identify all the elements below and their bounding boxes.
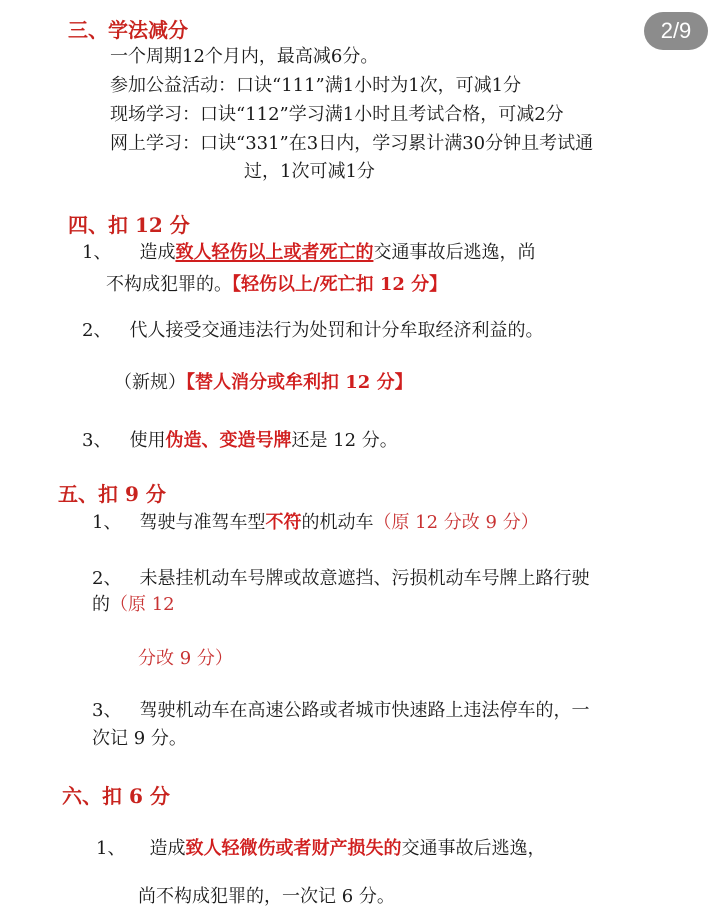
s4-item-2-text: 代人接受交通违法行为处罚和计分牟取经济利益的。 — [129, 320, 544, 341]
s5-item-1-text-c: 的机动车 — [301, 512, 374, 533]
s5-item-2-text-b: 的 — [92, 594, 110, 615]
s3-line-1: 一个周期12个月内，最高减6分。 — [110, 46, 379, 67]
page-indicator-badge: 2/9 — [644, 12, 708, 50]
s4-item-3 — [82, 426, 398, 452]
s5-item-2-line-2 — [92, 590, 175, 616]
s4-item-1-number: 1、 — [82, 242, 112, 263]
s5-item-2-line-1 — [92, 564, 589, 590]
s6-item-1-line-2: 尚不构成犯罪的，一次记 6 分。 — [138, 886, 395, 907]
s6-item-1-highlight: 致人轻微伤或者财产损失的 — [185, 838, 402, 859]
s5-item-3-number: 3、 — [92, 700, 122, 721]
s4-item-1-line-2 — [106, 270, 447, 296]
s5-item-1-highlight: 不符 — [265, 512, 302, 533]
s3-line-3: 现场学习：口诀“112”学习满1小时且考试合格，可减2分 — [110, 104, 564, 125]
s5-item-1-text-a: 驾驶与准驾车型 — [139, 512, 266, 533]
s4-item-3-number: 3、 — [82, 430, 112, 451]
s4-item-1-text-c: 交通事故后逃逸，尚 — [373, 242, 536, 263]
section-3-heading: 三、学法减分 — [68, 18, 188, 42]
s5-item-1-number: 1、 — [92, 512, 122, 533]
s3-line-2: 参加公益活动：口诀“111”满1小时为1次，可减1分 — [110, 75, 522, 96]
s6-item-1-number: 1、 — [96, 838, 126, 859]
s5-item-1-change-note: （原 12 分改 9 分） — [373, 512, 539, 533]
s6-item-1-text-c: 交通事故后逃逸， — [401, 838, 546, 859]
s5-item-2-change-note-b: 分改 9 分） — [138, 648, 233, 669]
s4-item-1-line-1 — [82, 238, 535, 264]
s4-item-2 — [82, 316, 543, 342]
section-4-heading: 四、扣 12 分 — [68, 213, 190, 237]
s5-item-2-change-note-a: （原 12 — [110, 594, 175, 615]
s6-item-1-text-a: 造成 — [149, 838, 186, 859]
section-6-heading: 六、扣 6 分 — [62, 784, 170, 808]
s5-item-1 — [92, 508, 539, 534]
s4-item-1-penalty: 【轻伤以上/死亡扣 12 分】 — [232, 274, 448, 295]
s4-item-3-text-c: 还是 12 分。 — [291, 430, 398, 451]
s4-item-2-number: 2、 — [82, 320, 112, 341]
s4-item-3-highlight: 伪造、变造号牌 — [165, 430, 292, 451]
s3-line-5: 过，1次可减1分 — [244, 161, 375, 182]
s4-item-1-highlight: 致人轻伤以上或者死亡的 — [175, 242, 374, 263]
s3-line-4: 网上学习：口诀“331”在3日内，学习累计满30分钟且考试通 — [110, 133, 594, 154]
s5-item-3-line-1 — [92, 696, 589, 722]
s4-item-2-new-rule: （新规） — [114, 372, 186, 393]
s4-item-2-note — [114, 368, 413, 394]
s4-item-3-text-a: 使用 — [129, 430, 166, 451]
s5-item-2-number: 2、 — [92, 568, 122, 589]
s4-item-1-text-a: 造成 — [139, 242, 176, 263]
s5-item-3-text-a: 驾驶机动车在高速公路或者城市快速路上违法停车的，一 — [139, 700, 590, 721]
s6-item-1-line-1 — [96, 834, 545, 860]
s4-item-1-text-d: 不构成犯罪的。 — [106, 274, 232, 295]
s5-item-2-text-a: 未悬挂机动车号牌或故意遮挡、污损机动车号牌上路行驶 — [139, 568, 590, 589]
s5-item-3-line-2: 次记 9 分。 — [92, 728, 187, 749]
s4-item-2-penalty: 【替人消分或牟利扣 12 分】 — [186, 372, 413, 393]
section-5-heading: 五、扣 9 分 — [58, 482, 166, 506]
